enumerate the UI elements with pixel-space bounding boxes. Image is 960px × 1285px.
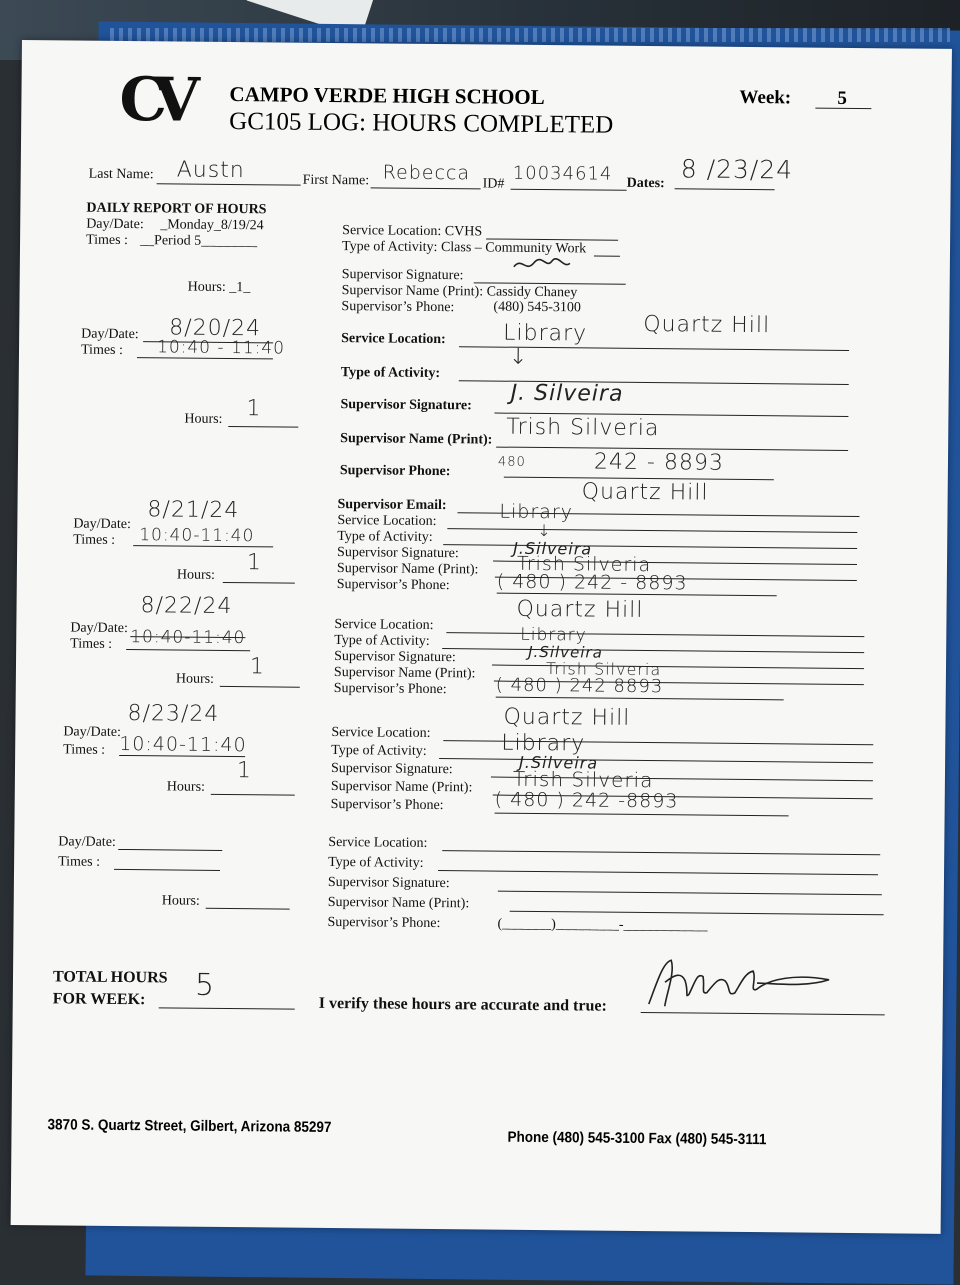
entry2-times-value: 10:40 - 11:40 — [156, 337, 286, 359]
entry2-location-value: Library — [503, 320, 588, 347]
entry6-signature-label: Supervisor Signature: — [327, 874, 450, 892]
entry5-activity-value: Library — [501, 730, 586, 757]
entry4-phone-line — [496, 697, 784, 701]
total-hours-label-1: TOTAL HOURS — [52, 968, 168, 987]
entry6-activity-line — [438, 870, 878, 875]
entry5-location-value: Quartz Hill — [503, 704, 631, 731]
entry4-times-label: Times : — [70, 636, 113, 652]
total-hours-value: 5 — [194, 967, 216, 1003]
entry1-supervisor-name: Supervisor Name (Print): Cassidy Chaney — [341, 283, 578, 301]
hours-log-form — [11, 40, 952, 1234]
entry3-activity-line — [443, 544, 857, 549]
entry6-day-date-line — [118, 849, 222, 851]
entry4-activity-label: Type of Activity: — [334, 633, 430, 649]
entry4-location-label: Service Location: — [334, 617, 434, 633]
entry6-hours-line — [206, 908, 290, 910]
entry1-activity-line — [594, 256, 620, 257]
entry3-location-value-2: Quartz Hill — [581, 479, 709, 506]
week-value: 5 — [837, 87, 848, 109]
entry2-phone-label: Supervisor Phone: — [339, 463, 451, 480]
entry6-location-line — [442, 850, 880, 855]
entry6-phone-label: Supervisor’s Phone: — [327, 914, 441, 932]
entry2-hours-value: 1 — [246, 396, 262, 422]
entry1-activity: Type of Activity: Class – Community Work — [341, 239, 587, 257]
entry3-phone-value: ( 480 ) 242 - 8893 — [496, 570, 688, 595]
entry5-day-date-label: Day/Date: — [63, 724, 121, 740]
entry5-activity-label: Type of Activity: — [331, 743, 427, 759]
entry5-name-label: Supervisor Name (Print): — [330, 778, 473, 796]
entry4-hours-line — [220, 686, 300, 688]
entry4-activity-line — [442, 648, 864, 653]
entry5-hours-value: 1 — [236, 758, 253, 784]
total-hours-label-2: FOR WEEK: — [52, 990, 146, 1009]
entry5-signature-value: J.Silveira — [518, 752, 599, 773]
daily-report-heading: DAILY REPORT OF HOURS — [86, 200, 267, 218]
id-value: 10034614 — [512, 162, 613, 185]
entry2-hours-line — [228, 426, 298, 428]
first-name-value: Rebecca — [382, 161, 471, 185]
entry2-activity-value: ↓ — [508, 344, 529, 370]
entry6-name-line — [510, 911, 884, 916]
entry6-location-label: Service Location: — [328, 834, 428, 851]
entry6-day-date-label: Day/Date: — [58, 834, 116, 850]
last-name-label: Last Name: — [88, 166, 154, 183]
entry5-name-value: Trish Silveria — [512, 766, 654, 793]
entry2-name-value: Trish Silveria — [506, 414, 660, 442]
entry2-day-date-value: 8/20/24 — [169, 315, 262, 342]
entry3-signature-value: J.Silveira — [513, 538, 593, 559]
entry1-phone-value: (480) 545-3100 — [493, 299, 582, 316]
entry5-signature-label: Supervisor Signature: — [330, 761, 453, 778]
dates-label: Dates: — [626, 175, 665, 192]
id-label: ID# — [482, 176, 505, 192]
entry5-times-label: Times : — [63, 742, 106, 758]
entry1-service-location: Service Location: CVHS — [342, 223, 483, 240]
last-name-line — [157, 183, 301, 185]
entry1-signature-scribble — [512, 255, 572, 276]
entry6-name-label: Supervisor Name (Print): — [327, 894, 470, 912]
entry3-location-line — [447, 528, 857, 533]
first-name-line — [371, 187, 481, 189]
entry4-signature-value: J.Silveira — [528, 642, 603, 662]
folder-edge — [110, 28, 950, 42]
verify-statement: I verify these hours are accurate and true: — [318, 994, 607, 1015]
entry2-signature-value: J. Silveira — [510, 380, 624, 407]
entry3-hours-value: 1 — [246, 550, 263, 576]
entry3-name-label: Supervisor Name (Print): — [336, 561, 479, 578]
entry4-day-date-value: 8/22/24 — [140, 593, 233, 620]
entry4-phone-label: Supervisor’s Phone: — [333, 681, 447, 698]
entry5-phone-label: Supervisor’s Phone: — [330, 796, 444, 814]
first-name-label: First Name: — [302, 172, 370, 189]
entry5-hours-label: Hours: — [166, 779, 206, 795]
entry4-name-value: Trish Silveria — [545, 659, 662, 680]
entry1-signature-label: Supervisor Signature: — [341, 267, 464, 284]
last-name-value: Austn — [176, 157, 245, 184]
entry6-phone-blank: (_______)_________-____________ — [497, 916, 708, 934]
total-hours-line — [159, 1007, 295, 1009]
entry2-signature-label: Supervisor Signature: — [340, 397, 472, 414]
entry2-hours-label: Hours: — [184, 411, 223, 427]
entry1-day-date-label: Day/Date: — [86, 216, 144, 233]
entry6-times-line — [114, 869, 220, 871]
dates-line — [675, 188, 775, 190]
entry3-activity-label: Type of Activity: — [337, 529, 433, 545]
entry5-phone-line — [495, 813, 789, 817]
week-label: Week: — [739, 86, 792, 109]
entry6-times-label: Times : — [58, 854, 101, 870]
school-logo: CV — [119, 64, 187, 136]
entry3-day-date-value: 8/21/24 — [147, 497, 240, 524]
entry3-activity-value: ↓ — [537, 520, 552, 541]
entry2-location-label: Service Location: — [341, 331, 446, 348]
entry6-hours-label: Hours: — [161, 893, 200, 909]
entry1-day-date-value: _Monday_8/19/24 — [160, 217, 264, 234]
entry5-times-value: 10:40-11:40 — [119, 732, 247, 757]
entry2-phone-value: 242 - 8893 — [593, 449, 724, 476]
entry2-phone-area: 480 — [497, 454, 526, 470]
entry3-location-value: Library — [499, 500, 574, 524]
entry1-phone-label: Supervisor’s Phone: — [341, 299, 455, 316]
entry5-hours-line — [211, 794, 295, 796]
entry4-times-line — [126, 649, 250, 651]
entry5-day-date-value: 8/23/24 — [127, 701, 220, 727]
entry4-hours-value: 1 — [249, 654, 266, 680]
entry2-name-label: Supervisor Name (Print): — [340, 431, 493, 448]
id-line — [511, 189, 627, 191]
entry2-day-date-label: Day/Date: — [81, 326, 139, 343]
entry3-times-label: Times : — [73, 532, 116, 548]
school-name: CAMPO VERDE HIGH SCHOOL — [229, 81, 545, 110]
entry5-activity-line — [439, 758, 873, 763]
entry3-phone-label: Supervisor’s Phone: — [336, 577, 450, 594]
entry3-email-label: Supervisor Email: — [337, 497, 447, 514]
entry1-times-value: __Period 5________ — [140, 233, 258, 250]
entry3-name-value: Trish Silveria — [516, 552, 652, 577]
entry4-times-value: 10:40-11:40 — [130, 627, 246, 649]
entry4-location-line — [446, 632, 864, 637]
form-title: GC105 LOG: HOURS COMPLETED — [229, 107, 614, 139]
entry5-phone-value: ( 480 ) 242 -8893 — [494, 788, 679, 813]
entry6-signature-line — [498, 891, 882, 896]
entry4-activity-value: Library — [520, 624, 587, 646]
entry2-location-value-2: Quartz Hill — [643, 311, 771, 339]
entry2-times-label: Times : — [80, 342, 123, 358]
entry1-times-label: Times : — [86, 232, 129, 249]
entry5-location-label: Service Location: — [331, 725, 431, 741]
entry3-hours-line — [223, 582, 295, 584]
entry3-signature-label: Supervisor Signature: — [337, 545, 459, 562]
entry3-day-date-label: Day/Date: — [73, 516, 131, 533]
entry4-phone-value: ( 480 ) 242 8893 — [495, 674, 664, 698]
school-address: 3870 S. Quartz Street, Gilbert, Arizona 85297 — [47, 1116, 332, 1137]
dates-value: 8 /23/24 — [680, 154, 794, 185]
entry1-hours: Hours: _1_ — [187, 279, 251, 296]
entry3-location-label: Service Location: — [337, 513, 437, 530]
entry3-hours-label: Hours: — [176, 567, 216, 583]
entry3-times-value: 10:40-11:40 — [139, 525, 255, 547]
entry4-name-label: Supervisor Name (Print): — [333, 665, 476, 682]
entry4-hours-label: Hours: — [175, 671, 215, 687]
entry4-signature-label: Supervisor Signature: — [334, 649, 456, 666]
entry6-activity-label: Type of Activity: — [328, 854, 424, 871]
student-signature — [645, 952, 836, 1014]
entry4-day-date-label: Day/Date: — [70, 620, 128, 637]
school-phone-fax: Phone (480) 545-3100 Fax (480) 545-3111 — [507, 1128, 767, 1149]
entry2-activity-label: Type of Activity: — [340, 365, 441, 382]
entry4-location-value: Quartz Hill — [516, 596, 644, 623]
